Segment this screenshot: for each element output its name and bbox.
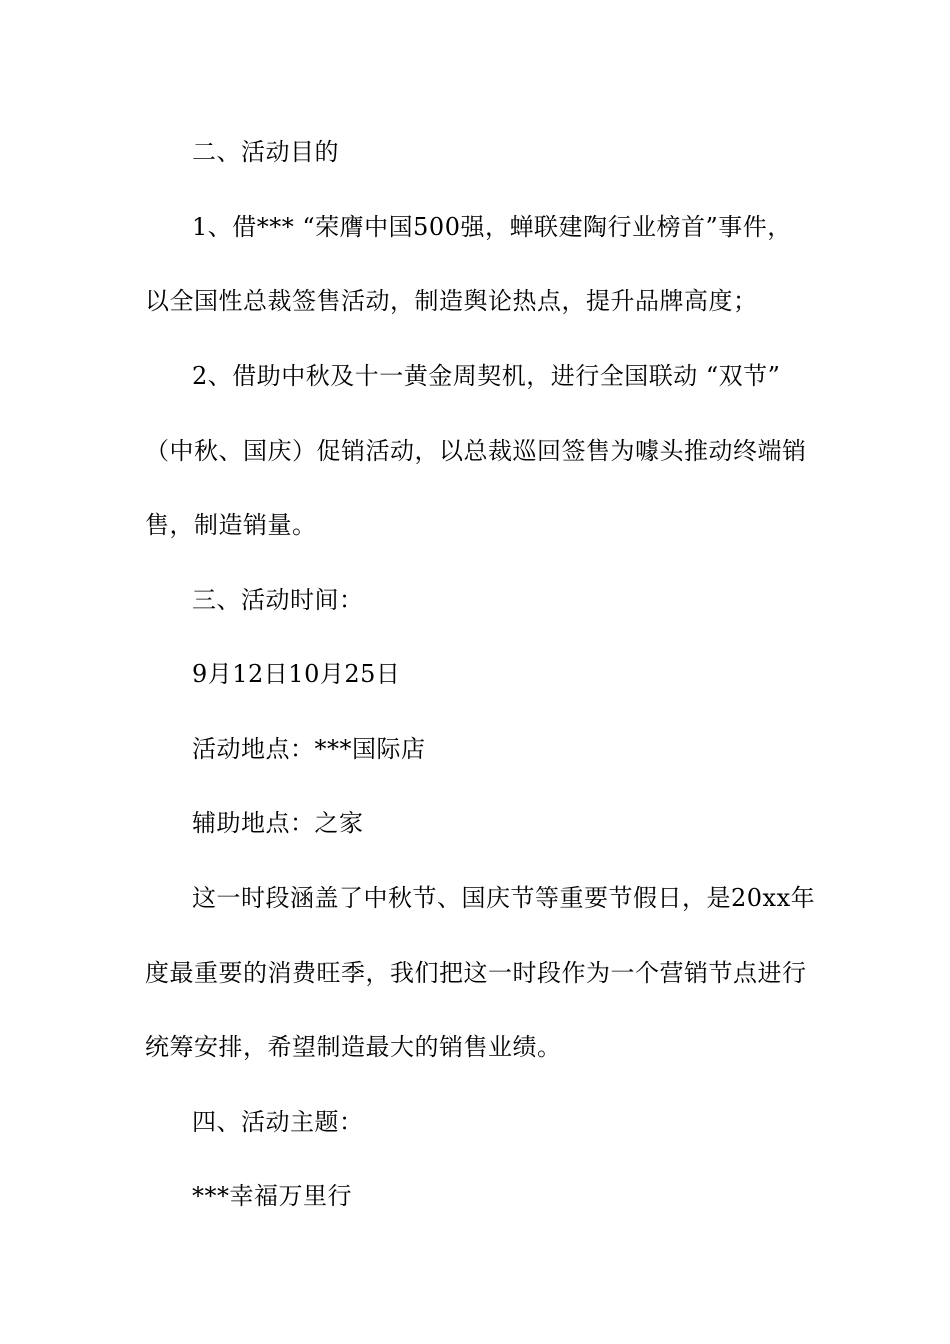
paragraph-line: （中秋、国庆）促销活动，以总裁巡回签售为噱头推动终端销 — [145, 437, 807, 465]
paragraph-line: 统筹安排，希望制造最大的销售业绩。 — [145, 1033, 562, 1061]
paragraph-line: 售，制造销量。 — [145, 511, 317, 539]
event-location: 活动地点：***国际店 — [192, 735, 426, 763]
paragraph-line: 1、借*** “荣膺中国500强，蝉联建陶行业榜首”事件， — [192, 213, 792, 241]
section-heading-purpose: 二、活动目的 — [192, 138, 339, 166]
paragraph-line: 以全国性总裁签售活动，制造舆论热点，提升品牌高度； — [145, 287, 758, 315]
paragraph-line: 度最重要的消费旺季，我们把这一时段作为一个营销节点进行 — [145, 959, 807, 987]
auxiliary-location: 辅助地点：之家 — [192, 809, 364, 837]
event-theme: ***幸福万里行 — [192, 1182, 352, 1210]
paragraph-line: 这一时段涵盖了中秋节、国庆节等重要节假日，是20xx年 — [192, 884, 816, 912]
section-heading-theme: 四、活动主题： — [192, 1108, 364, 1136]
date-range: 9月12日10月25日 — [192, 660, 401, 688]
section-heading-time: 三、活动时间： — [192, 586, 364, 614]
paragraph-line: 2、借助中秋及十一黄金周契机，进行全国联动 “双节” — [192, 362, 781, 390]
